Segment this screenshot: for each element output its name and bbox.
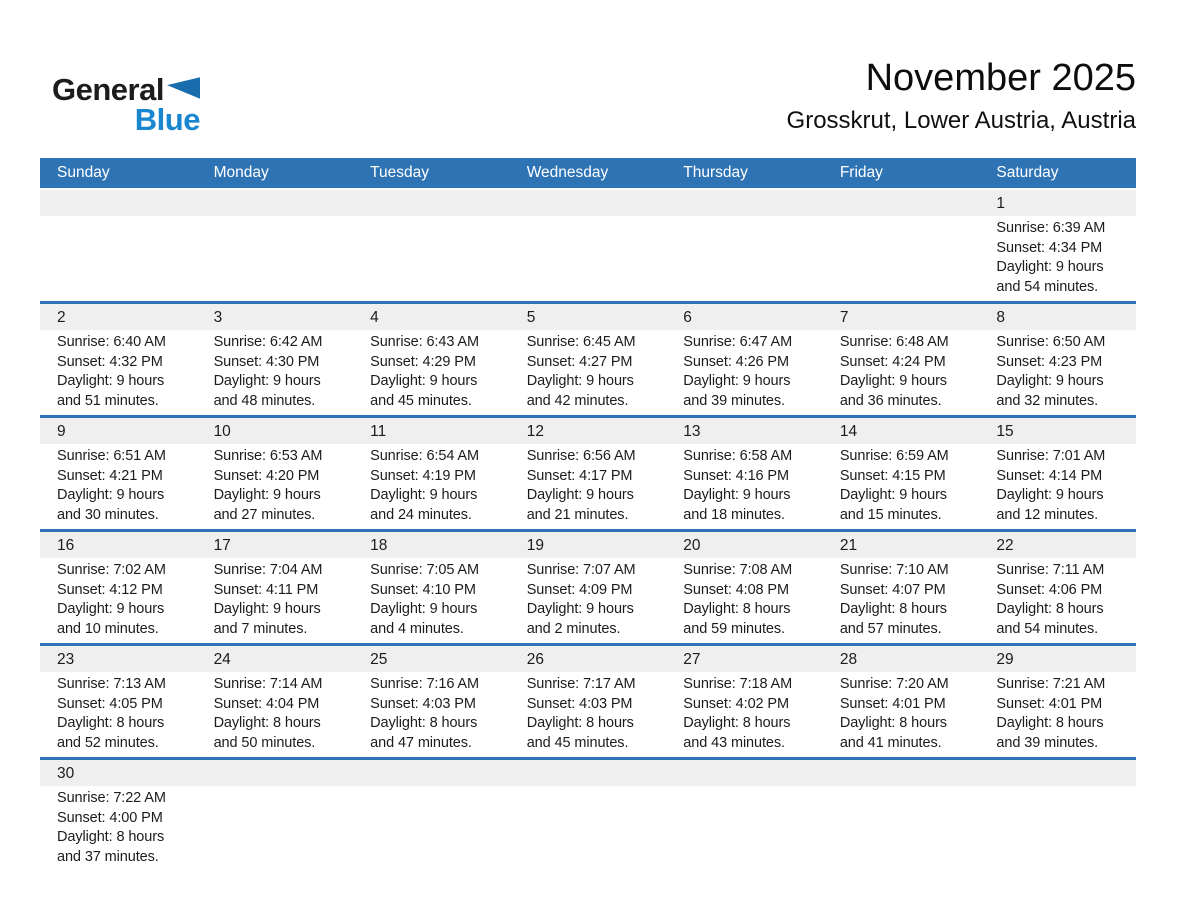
weekday-header-saturday: Saturday [996,164,1059,181]
day-details [823,786,980,871]
day-cell-6 [666,304,823,415]
day-sunset: Sunset: 4:00 PM [57,809,163,826]
day-number [510,760,667,786]
logo-text-general: General [52,72,164,107]
day-cell-11 [353,418,510,529]
day-daylight-line2: and 32 minutes. [996,392,1099,409]
day-cell-2 [40,304,197,415]
general-blue-logo [52,74,200,136]
day-sunset: Sunset: 4:30 PM [213,353,320,370]
day-details [666,330,823,415]
day-daylight-line1: Daylight: 9 hours [57,601,165,617]
day-number: 25 [353,646,510,672]
logo-triangle-icon [167,77,200,99]
day-sunrise: Sunrise: 6:40 AM [57,334,166,350]
day-daylight-line2: and 30 minutes. [57,506,159,523]
day-sunset: Sunset: 4:21 PM [57,467,163,484]
day-number [353,190,510,216]
day-details [979,216,1136,301]
day-number: 15 [979,418,1136,444]
page-title: November 2025 [865,57,1136,99]
day-sunrise: Sunrise: 7:11 AM [996,562,1105,578]
day-number: 22 [979,532,1136,558]
day-daylight-line1: Daylight: 9 hours [526,601,634,617]
day-number: 10 [197,418,354,444]
day-daylight-line1: Daylight: 9 hours [57,487,165,503]
day-details [353,786,510,871]
day-sunset: Sunset: 4:20 PM [213,467,320,484]
day-cell-19 [510,532,667,643]
day-number: 29 [979,646,1136,672]
day-details [353,216,510,301]
day-daylight-line2: and 59 minutes. [683,620,785,637]
day-daylight-line2: and 10 minutes. [57,620,159,637]
day-cell-empty [353,760,510,871]
day-sunset: Sunset: 4:27 PM [526,353,633,370]
weekday-header-tuesday: Tuesday [370,164,430,181]
day-cell-16 [40,532,197,643]
day-daylight-line1: Daylight: 8 hours [213,715,321,731]
weekday-header-row [40,158,1136,188]
day-details [666,786,823,871]
weekday-header-monday: Monday [213,164,269,181]
day-details [979,558,1136,643]
day-number: 6 [666,304,823,330]
day-number: 9 [40,418,197,444]
day-daylight-line2: and 24 minutes. [370,506,472,523]
day-cell-13 [666,418,823,529]
day-details [666,558,823,643]
weekday-header-wednesday: Wednesday [526,164,609,181]
day-number: 4 [353,304,510,330]
day-details [510,672,667,757]
day-number: 27 [666,646,823,672]
day-cell-empty [353,190,510,301]
day-daylight-line1: Daylight: 9 hours [526,487,634,503]
week-row [40,757,1136,871]
day-number [510,190,667,216]
day-sunrise: Sunrise: 6:53 AM [213,448,323,464]
day-number [353,760,510,786]
day-number: 26 [510,646,667,672]
day-daylight-line1: Daylight: 8 hours [839,601,947,617]
calendar-weeks [40,190,1136,871]
day-number: 2 [40,304,197,330]
day-details [40,672,197,757]
day-details [823,216,980,301]
day-daylight-line1: Daylight: 9 hours [996,259,1104,275]
day-cell-25 [353,646,510,757]
day-cell-3 [197,304,354,415]
week-row [40,643,1136,757]
day-cell-29 [979,646,1136,757]
day-sunset: Sunset: 4:16 PM [683,467,789,484]
day-details [197,216,354,301]
day-number: 30 [40,760,197,786]
weekday-header-thursday: Thursday [683,164,748,181]
day-sunrise: Sunrise: 7:18 AM [683,676,793,692]
day-sunset: Sunset: 4:01 PM [839,695,946,712]
day-details [666,216,823,301]
day-details [353,672,510,757]
day-cell-8 [979,304,1136,415]
day-number [666,760,823,786]
day-daylight-line1: Daylight: 9 hours [839,487,947,503]
day-cell-21 [823,532,980,643]
day-sunset: Sunset: 4:02 PM [683,695,789,712]
day-sunrise: Sunrise: 7:16 AM [370,676,479,692]
day-daylight-line2: and 54 minutes. [996,278,1099,295]
day-daylight-line2: and 47 minutes. [370,734,472,751]
day-sunrise: Sunrise: 6:43 AM [370,334,479,350]
day-sunrise: Sunrise: 7:10 AM [839,562,949,578]
day-number: 24 [197,646,354,672]
day-details [510,786,667,871]
day-number: 17 [197,532,354,558]
day-number: 20 [666,532,823,558]
day-sunrise: Sunrise: 6:59 AM [839,448,949,464]
day-details [823,558,980,643]
day-daylight-line2: and 2 minutes. [526,620,621,637]
day-daylight-line2: and 39 minutes. [996,734,1099,751]
day-number [823,190,980,216]
day-cell-empty [979,760,1136,871]
day-sunset: Sunset: 4:11 PM [213,581,319,598]
day-cell-27 [666,646,823,757]
day-daylight-line2: and 51 minutes. [57,392,159,409]
day-sunrise: Sunrise: 7:08 AM [683,562,793,578]
day-sunrise: Sunrise: 7:21 AM [996,676,1106,692]
day-details [353,558,510,643]
logo-text-blue: Blue [134,101,200,137]
day-daylight-line2: and 50 minutes. [213,734,316,751]
day-sunset: Sunset: 4:06 PM [996,581,1103,598]
day-daylight-line1: Daylight: 9 hours [839,373,947,389]
day-sunrise: Sunrise: 6:51 AM [57,448,166,464]
day-daylight-line2: and 12 minutes. [996,506,1099,523]
title-block [787,56,1136,135]
location-subtitle: Grosskrut, Lower Austria, Austria [786,106,1136,134]
day-sunrise: Sunrise: 6:42 AM [213,334,323,350]
day-cell-empty [197,760,354,871]
day-sunrise: Sunrise: 6:50 AM [996,334,1106,350]
day-cell-empty [823,190,980,301]
day-details [40,786,197,871]
day-details [40,330,197,415]
day-daylight-line1: Daylight: 8 hours [370,715,478,731]
day-daylight-line2: and 54 minutes. [996,620,1099,637]
day-cell-30 [40,760,197,871]
day-daylight-line1: Daylight: 9 hours [213,601,321,617]
day-sunset: Sunset: 4:24 PM [839,353,946,370]
day-cell-24 [197,646,354,757]
day-details [197,672,354,757]
day-details [823,444,980,529]
day-daylight-line1: Daylight: 8 hours [57,715,165,731]
day-cell-20 [666,532,823,643]
day-daylight-line1: Daylight: 8 hours [839,715,947,731]
day-sunset: Sunset: 4:07 PM [839,581,946,598]
day-daylight-line2: and 37 minutes. [57,848,159,865]
day-daylight-line1: Daylight: 8 hours [683,715,791,731]
day-sunset: Sunset: 4:19 PM [370,467,476,484]
day-details [979,330,1136,415]
day-daylight-line2: and 52 minutes. [57,734,159,751]
day-daylight-line1: Daylight: 9 hours [996,373,1104,389]
day-cell-28 [823,646,980,757]
day-daylight-line2: and 48 minutes. [213,392,316,409]
day-details [40,444,197,529]
day-details [510,444,667,529]
day-sunrise: Sunrise: 7:02 AM [57,562,166,578]
day-daylight-line1: Daylight: 9 hours [370,373,478,389]
day-number [979,760,1136,786]
day-sunrise: Sunrise: 7:20 AM [839,676,949,692]
day-number: 12 [510,418,667,444]
day-details [823,330,980,415]
day-cell-empty [823,760,980,871]
day-cell-empty [510,190,667,301]
day-details [979,786,1136,871]
day-details [197,786,354,871]
day-cell-12 [510,418,667,529]
day-sunset: Sunset: 4:14 PM [996,467,1103,484]
day-daylight-line1: Daylight: 8 hours [57,829,165,845]
day-details [40,558,197,643]
day-sunrise: Sunrise: 7:14 AM [213,676,323,692]
day-daylight-line2: and 42 minutes. [526,392,629,409]
day-details [979,444,1136,529]
day-cell-7 [823,304,980,415]
day-sunset: Sunset: 4:01 PM [996,695,1103,712]
day-cell-18 [353,532,510,643]
day-number [823,760,980,786]
day-details [197,558,354,643]
day-sunrise: Sunrise: 6:48 AM [839,334,949,350]
day-sunset: Sunset: 4:03 PM [370,695,476,712]
day-daylight-line1: Daylight: 9 hours [996,487,1104,503]
day-number: 8 [979,304,1136,330]
day-sunrise: Sunrise: 7:07 AM [526,562,636,578]
day-number: 13 [666,418,823,444]
day-cell-4 [353,304,510,415]
day-number: 19 [510,532,667,558]
day-sunrise: Sunrise: 7:04 AM [213,562,323,578]
day-daylight-line2: and 57 minutes. [839,620,942,637]
day-daylight-line1: Daylight: 8 hours [526,715,634,731]
day-sunrise: Sunrise: 7:05 AM [370,562,479,578]
day-cell-10 [197,418,354,529]
day-number: 16 [40,532,197,558]
day-daylight-line2: and 21 minutes. [526,506,629,523]
day-sunset: Sunset: 4:23 PM [996,353,1103,370]
day-cell-empty [510,760,667,871]
day-daylight-line2: and 15 minutes. [839,506,942,523]
day-daylight-line2: and 43 minutes. [683,734,785,751]
day-number: 1 [979,190,1136,216]
day-sunset: Sunset: 4:32 PM [57,353,163,370]
day-cell-9 [40,418,197,529]
day-daylight-line1: Daylight: 8 hours [683,601,791,617]
day-cell-17 [197,532,354,643]
logo-bottom-row [52,101,200,137]
day-daylight-line1: Daylight: 9 hours [370,601,478,617]
week-row [40,529,1136,643]
day-daylight-line2: and 7 minutes. [213,620,308,637]
day-sunset: Sunset: 4:03 PM [526,695,633,712]
day-sunrise: Sunrise: 6:39 AM [996,220,1106,236]
day-sunrise: Sunrise: 7:22 AM [57,790,166,806]
day-sunset: Sunset: 4:04 PM [213,695,320,712]
day-number: 23 [40,646,197,672]
weekday-header-friday: Friday [839,164,883,181]
day-number [40,190,197,216]
day-details [197,330,354,415]
weekday-header-sunday: Sunday [57,164,110,181]
day-daylight-line2: and 45 minutes. [526,734,629,751]
day-cell-14 [823,418,980,529]
day-sunset: Sunset: 4:15 PM [839,467,946,484]
day-daylight-line1: Daylight: 9 hours [213,487,321,503]
day-cell-1 [979,190,1136,301]
day-details [666,672,823,757]
day-details [40,216,197,301]
day-daylight-line2: and 4 minutes. [370,620,464,637]
day-sunrise: Sunrise: 7:01 AM [996,448,1106,464]
day-details [510,216,667,301]
day-number [666,190,823,216]
calendar-table [40,158,1136,871]
day-sunset: Sunset: 4:29 PM [370,353,476,370]
day-number [197,760,354,786]
day-daylight-line2: and 18 minutes. [683,506,785,523]
day-cell-15 [979,418,1136,529]
day-sunrise: Sunrise: 6:47 AM [683,334,793,350]
day-daylight-line2: and 27 minutes. [213,506,316,523]
day-sunrise: Sunrise: 6:56 AM [526,448,636,464]
day-details [510,558,667,643]
day-sunrise: Sunrise: 7:17 AM [526,676,636,692]
day-sunset: Sunset: 4:34 PM [996,239,1103,256]
day-cell-empty [666,190,823,301]
day-number: 18 [353,532,510,558]
day-sunset: Sunset: 4:08 PM [683,581,789,598]
day-sunset: Sunset: 4:05 PM [57,695,163,712]
day-details [666,444,823,529]
day-sunrise: Sunrise: 6:54 AM [370,448,479,464]
day-cell-22 [979,532,1136,643]
day-daylight-line1: Daylight: 9 hours [683,487,791,503]
day-cell-empty [40,190,197,301]
day-sunrise: Sunrise: 6:58 AM [683,448,793,464]
day-sunset: Sunset: 4:12 PM [57,581,163,598]
day-number: 3 [197,304,354,330]
day-daylight-line1: Daylight: 9 hours [57,373,165,389]
week-row [40,301,1136,415]
day-number [197,190,354,216]
day-details [510,330,667,415]
day-daylight-line2: and 36 minutes. [839,392,942,409]
day-daylight-line1: Daylight: 8 hours [996,715,1104,731]
day-details [197,444,354,529]
day-number: 5 [510,304,667,330]
day-number: 21 [823,532,980,558]
day-cell-23 [40,646,197,757]
day-daylight-line1: Daylight: 9 hours [213,373,321,389]
week-row [40,190,1136,301]
day-sunset: Sunset: 4:17 PM [526,467,633,484]
day-details [823,672,980,757]
day-cell-26 [510,646,667,757]
day-cell-empty [197,190,354,301]
day-details [353,330,510,415]
day-details [353,444,510,529]
day-number: 7 [823,304,980,330]
day-cell-empty [666,760,823,871]
day-details [979,672,1136,757]
day-daylight-line1: Daylight: 9 hours [370,487,478,503]
day-sunset: Sunset: 4:09 PM [526,581,633,598]
day-number: 11 [353,418,510,444]
day-sunset: Sunset: 4:10 PM [370,581,476,598]
day-daylight-line2: and 39 minutes. [683,392,785,409]
day-daylight-line2: and 41 minutes. [839,734,942,751]
day-cell-5 [510,304,667,415]
day-number: 14 [823,418,980,444]
day-daylight-line1: Daylight: 8 hours [996,601,1104,617]
week-row [40,415,1136,529]
day-daylight-line1: Daylight: 9 hours [683,373,791,389]
day-number: 28 [823,646,980,672]
day-daylight-line2: and 45 minutes. [370,392,472,409]
day-sunset: Sunset: 4:26 PM [683,353,789,370]
day-daylight-line1: Daylight: 9 hours [526,373,634,389]
day-sunrise: Sunrise: 7:13 AM [57,676,166,692]
day-sunrise: Sunrise: 6:45 AM [526,334,636,350]
